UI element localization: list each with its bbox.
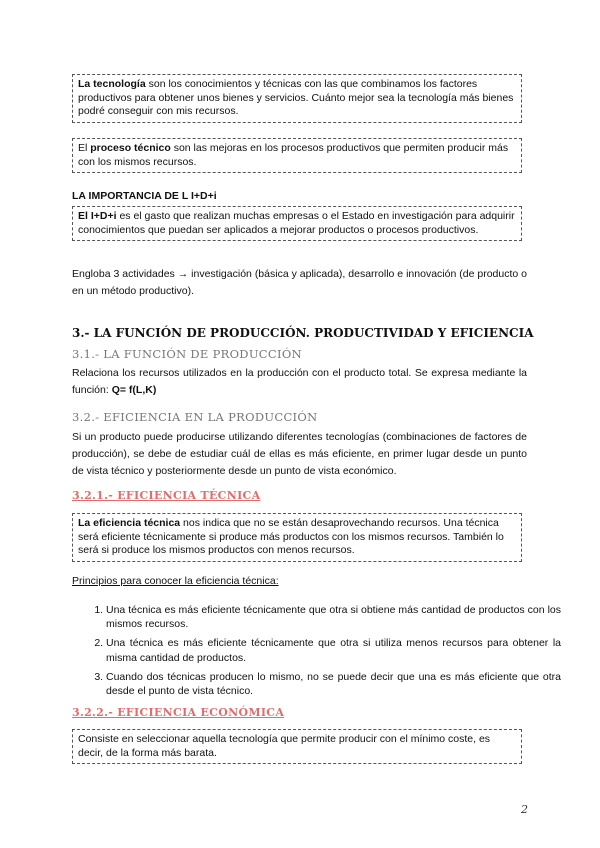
principios-label: Principios para conocer la eficiencia técnica: <box>72 575 279 587</box>
list-item: 2. Una técnica es más eficiente técnicamente que otra si utiliza menos recursos para obtener la misma cantidad de productos. <box>106 636 561 664</box>
definition-box-tecnologia <box>72 74 522 123</box>
definition-prefix: El <box>78 142 91 154</box>
section-3-title: 3.- LA FUNCIÓN DE PRODUCCIÓN. PRODUCTIVIDAD Y EFICIENCIA <box>72 326 534 340</box>
paragraph-text: Relaciona los recursos utilizados en la producción con el producto total. Se expresa mediante la función: <box>72 367 527 396</box>
paragraph-eficiencia-produccion: Si un producto puede producirse utilizando diferentes tecnologías (combinaciones de factores de producción), se debe de estudiar cuál de ellas es más eficiente, en primer lugar desde un punto de vista técnico y posteriormente desde un punto de vista económico. <box>72 431 527 477</box>
definition-text: son las mejoras en los procesos productivos que permiten producir más con los mismos recursos. <box>78 142 509 168</box>
definition-box-idi <box>72 206 522 241</box>
production-formula: Q= f(L,K) <box>111 384 157 396</box>
term-tecnologia: La tecnología <box>78 78 146 90</box>
section-3-1-title: 3.1.- LA FUNCIÓN DE PRODUCCIÓN <box>72 347 302 361</box>
term-eficiencia-tecnica: La eficiencia técnica <box>78 517 181 529</box>
definition-text: nos indica que no se están desaprovechando recursos. Una técnica será eficiente técnicamente si produce más productos con los mismos recursos. También lo será si produce los mismos productos con menos recursos. <box>78 517 504 557</box>
definition-box-proceso-tecnico <box>72 138 522 173</box>
definition-text: es el gasto que realizan muchas empresas o el Estado en investigación para adquirir conocimientos que puedan ser aplicados a mejorar productos o procesos productivos. <box>78 210 515 236</box>
list-item: 1. Una técnica es más eficiente técnicamente que otra si obtiene más cantidad de productos con los mismos recursos. <box>106 603 561 631</box>
list-item: 3. Cuando dos técnicas producen lo mismo, no se puede decir que una es más eficiente que otra desde el punto de vista técnico. <box>106 670 561 698</box>
principios-list <box>72 603 561 703</box>
page-number: 2 <box>521 803 528 816</box>
heading-importancia-idi: LA IMPORTANCIA DE L I+D+i <box>72 190 217 202</box>
section-3-2-title: 3.2.- EFICIENCIA EN LA PRODUCCIÓN <box>72 410 318 424</box>
section-3-2-1-title: 3.2.1.- EFICIENCIA TÉCNICA <box>72 489 261 502</box>
paragraph-engloba: Engloba 3 actividades → investigación (básica y aplicada), desarrollo e innovación (de producto o en un método productivo). <box>72 268 527 297</box>
definition-box-eficiencia-tecnica <box>72 513 522 562</box>
paragraph-funcion-produccion <box>72 365 527 399</box>
section-3-2-2-title: 3.2.2.- EFICIENCIA ECONÓMICA <box>72 706 285 719</box>
definition-box-eficiencia-economica: Consiste en seleccionar aquella tecnología que permite producir con el mínimo coste, es decir, de la forma más barata. <box>72 729 522 764</box>
term-proceso-tecnico: proceso técnico <box>90 142 171 154</box>
term-idi: El I+D+i <box>78 210 117 222</box>
definition-text: son los conocimientos y técnicas con las que combinamos los factores productivos para obtener unos bienes y servicios. Cuánto mejor sea la tecnología más bienes podré conseguir con mis recursos. <box>78 78 514 118</box>
